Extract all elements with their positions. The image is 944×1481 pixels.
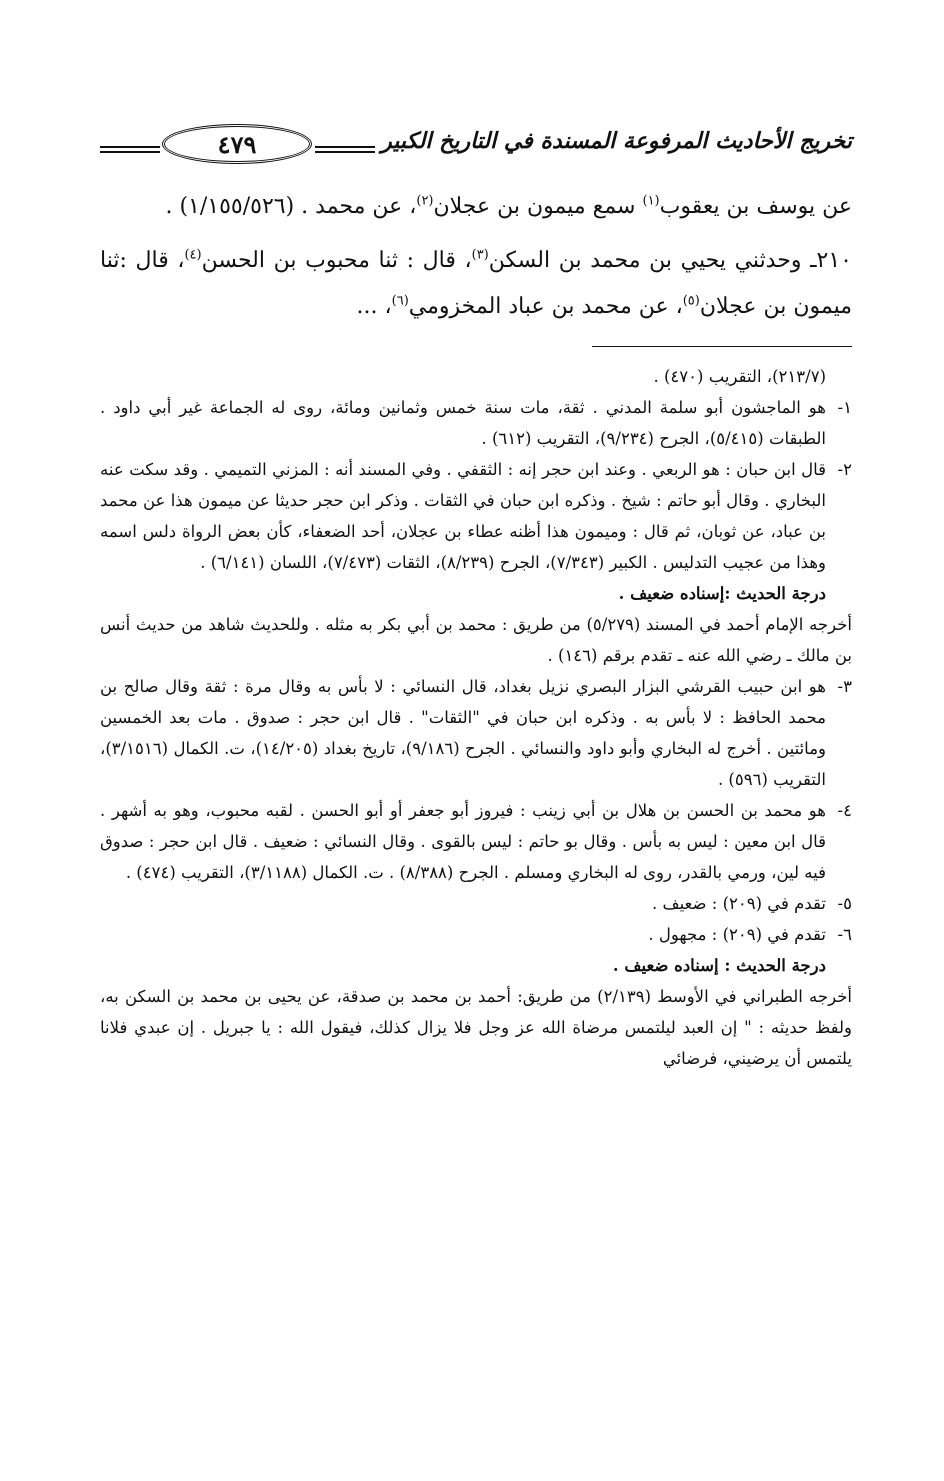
footnote-number: ٤- (837, 801, 852, 820)
header-rule-right (315, 146, 375, 148)
footnote-number: ١- (837, 398, 852, 417)
footnote-continuation: (٢١٣/٧)، التقريب (٤٧٠) . (653, 367, 826, 386)
footnote-4: ٤-هو محمد بن الحسن بن هلال بن أبي زينب : فيروز أبو جعفر أو أبو الحسن . لقبه محبوب، وهو به أشهر . قال ابن معين : ليس به بأس . وقال بو حاتم : ليس بالقوى . وقال النسائي : ضعيف . قال ابن حجر : صدوق فيه لين، ورمي بالقدر، روى له البخاري ومسلم . الجرح (٨/٣٨٨) . ت. الكمال (٣/١١٨٨)، التقريب (٤٧٤) . (100, 795, 852, 888)
footnote-number: ٣- (837, 677, 852, 696)
footnote-ref-3[interactable]: (٣) (471, 247, 489, 263)
hadith-grade: درجة الحديث :إسناده ضعيف . (618, 584, 826, 603)
hadith-continuation: عن يوسف بن يعقوب$^{(١)}$ سمع ميمون بن عجلان$^{(٢)}$، عن محمد . (١/١٥٥/٥٢٦) . (165, 193, 852, 219)
footnote-6: ٦-تقدم في (٢٠٩) : مجهول . (100, 919, 852, 950)
takhrij-text: أخرجه الطبراني في الأوسط (٢/١٣٩) من طريق: أحمد بن محمد بن صدقة، عن يحيى بن محمد بن السكن به، ولفظ حديثه : " إن العبد ليلتمس مرضاة الله عز وجل فلا يزال كذلك، فيقول الله : يا جبريل . إن عبدي فلانا يلتمس أن يرضيني، فرضائي (100, 987, 852, 1068)
footnote-number: ٦- (837, 925, 852, 944)
footnote-5: ٥-تقدم في (٢٠٩) : ضعيف . (100, 888, 852, 919)
footnote-ref-5[interactable]: (٥) (682, 293, 700, 309)
footnote-ref-4[interactable]: (٤) (184, 247, 202, 263)
footnote-number: ٢- (837, 460, 852, 479)
footnote-ref-1[interactable]: (١) (642, 193, 660, 209)
footnote-separator (592, 346, 852, 347)
hadith-grade: درجة الحديث : إسناده ضعيف . (612, 956, 826, 975)
hadith-210: ٢١٠ـ وحدثني يحيي بن محمد بن السكن$^{(٣)}$، قال : ثنا محبوب بن الحسن$^{(٤)}$، قال :ثنا ميمون بن عجلان$^{(٥)}$، عن محمد بن عباد المخزومي$^{(٦)}$، ... (100, 247, 852, 319)
page-header (100, 118, 852, 178)
takhrij-text: أخرجه الإمام أحمد في المسند (٥/٢٧٩) من طريق : محمد بن أبي بكر به مثله . وللحديث شاهد من حديث أنس بن مالك ـ رضي الله عنه ـ تقدم برقم (١٤٦) . (100, 615, 852, 665)
page (100, 118, 852, 1074)
header-rule-left (100, 146, 160, 148)
footnote-ref-2[interactable]: (٢) (416, 193, 434, 209)
running-title: تخريج الأحاديث المرفوعة المسندة في التاريخ الكبير (381, 128, 852, 154)
footnote-2: ٢-قال ابن حبان : هو الربعي . وعند ابن حجر إنه : الثقفي . وفي المسند أنه : المزني التميمي . وقد سكت عنه البخاري . وقال أبو حاتم : شيخ . وذكره ابن حبان في الثقات . وذكر ابن حجر حديثا عن ميمون هذا عن محمد بن عباد، عن ثوبان، ثم قال : وميمون هذا أظنه عطاء بن عجلان، أحد الضعفاء، كأن بعض الرواة دلس اسمه وهذا من عجيب التدليس . الكبير (٧/٣٤٣)، الجرح (٨/٢٣٩)، الثقات (٧/٤٧٣)، اللسان (٦/١٤١) . (100, 454, 852, 578)
footnote-number: ٥- (837, 894, 852, 913)
page-number-badge: ٤٧٩ (162, 124, 312, 164)
footnote-3: ٣-هو ابن حبيب القرشي البزار البصري نزيل بغداد، قال النسائي : لا بأس به وقال مرة : ثقة وقال صالح بن محمد الحافظ : لا بأس به . وذكره ابن حبان في "الثقات" . قال ابن حجر : صدوق . مات بعد الخمسين ومائتين . أخرج له البخاري وأبو داود والنسائي . الجرح (٩/١٨٦)، تاريخ بغداد (١٤/٢٠٥)، ت. الكمال (٣/١٥١٦)، التقريب (٥٩٦) . (100, 671, 852, 795)
footnotes (100, 361, 852, 1074)
footnote-ref-6[interactable]: (٦) (391, 293, 409, 309)
footnote-1: ١-هو الماجشون أبو سلمة المدني . ثقة، مات سنة خمس وثمانين ومائة، روى له الجماعة غير أبي داود . الطبقات (٥/٤١٥)، الجرح (٩/٢٣٤)، التقريب (٦١٢) . (100, 392, 852, 454)
main-text (100, 184, 852, 330)
